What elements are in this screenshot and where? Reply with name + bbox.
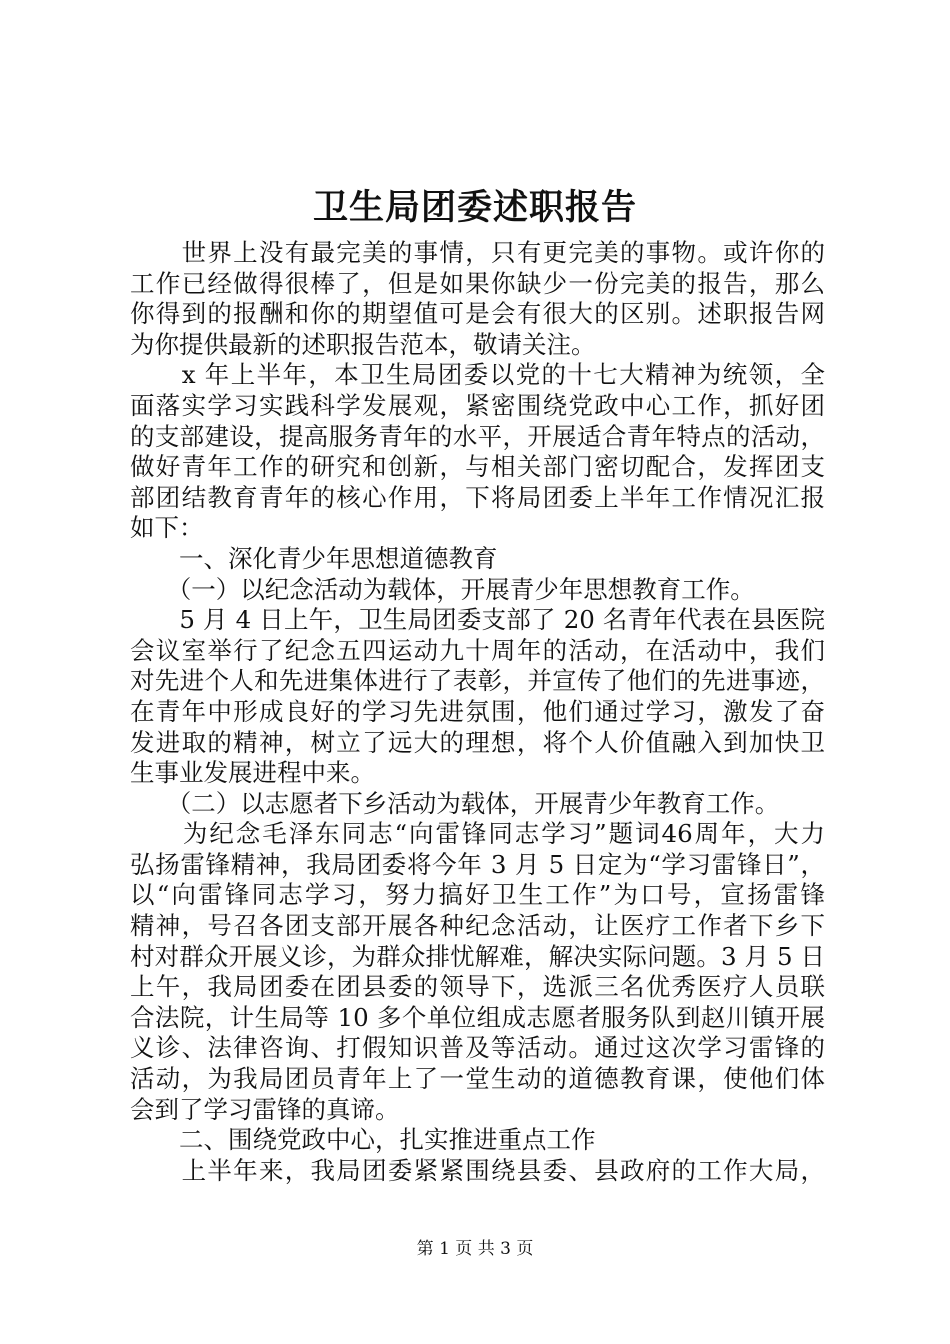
page-footer: 第 1 页 共 3 页 xyxy=(416,1239,534,1259)
text-line: 面落实学习实践科学发展观，紧密围绕党政中心工作，抓好团 xyxy=(130,390,825,420)
text-line: 对先进个人和先进集体进行了表彰，并宣传了他们的先进事迹， xyxy=(130,666,825,696)
text-line: 的支部建设，提高服务青年的水平，开展适合青年特点的活动， xyxy=(130,421,825,451)
text-line: 活动，为我局团员青年上了一堂生动的道德教育课，使他们体 xyxy=(130,1064,825,1094)
text-line: 会到了学习雷锋的真谛。 xyxy=(130,1094,400,1124)
text-line: 5 月 4 日上午，卫生局团委支部了 20 名青年代表在县医院 xyxy=(130,605,825,635)
text-line: 做好青年工作的研究和创新，与相关部门密切配合，发挥团支 xyxy=(130,452,825,482)
text-line: 村对群众开展义诊，为群众排忧解难，解决实际问题。3 月 5 日 xyxy=(130,941,825,971)
document-title: 卫生局团委述职报告 xyxy=(312,187,637,228)
text-line: 上半年来，我局团委紧紧围绕县委、县政府的工作大局， xyxy=(130,1155,825,1185)
text-line: 在青年中形成良好的学习先进氛围，他们通过学习，激发了奋 xyxy=(130,696,825,726)
text-line: 以“向雷锋同志学习，努力搞好卫生工作”为口号，宣扬雷锋 xyxy=(130,880,825,910)
text-line: 会议室举行了纪念五四运动九十周年的活动，在活动中，我们 xyxy=(130,635,825,665)
text-line: 如下： xyxy=(130,513,204,543)
text-line: 义诊、法律咨询、打假知识普及等活动。通过这次学习雷锋的 xyxy=(130,1033,825,1063)
text-line: 你得到的报酬和你的期望值可是会有很大的区别。述职报告网 xyxy=(130,299,825,329)
text-line: 部团结教育青年的核心作用，下将局团委上半年工作情况汇报 xyxy=(130,482,825,512)
text-line: x 年上半年，本卫生局团委以党的十七大精神为统领，全 xyxy=(130,360,825,390)
text-line: （一）以纪念活动为载体，开展青少年思想教育工作。 xyxy=(130,574,755,604)
text-line: 世界上没有最完美的事情，只有更完美的事物。或许你的 xyxy=(130,238,825,267)
text-line: （二）以志愿者下乡活动为载体，开展青少年教育工作。 xyxy=(130,788,780,818)
text-line: 精神，号召各团支部开展各种纪念活动，让医疗工作者下乡下 xyxy=(130,911,825,941)
text-line: 上午，我局团委在团县委的领导下，选派三名优秀医疗人员联 xyxy=(130,972,825,1002)
text-line: 为你提供最新的述职报告范本，敬请关注。 xyxy=(130,329,596,359)
document-body xyxy=(130,238,825,1186)
text-line: 为纪念毛泽东同志“向雷锋同志学习”题词46周年，大力 xyxy=(130,819,825,849)
text-line: 合法院，计生局等 10 多个单位组成志愿者服务队到赵川镇开展 xyxy=(130,1002,825,1032)
text-line: 弘扬雷锋精神，我局团委将今年 3 月 5 日定为“学习雷锋日”， xyxy=(130,849,825,879)
text-line: 二、围绕党政中心，扎实推进重点工作 xyxy=(130,1125,596,1155)
text-line: 生事业发展进程中来。 xyxy=(130,758,375,788)
text-line: 工作已经做得很棒了，但是如果你缺少一份完美的报告，那么 xyxy=(130,268,825,298)
text-line: 发进取的精神，树立了远大的理想，将个人价值融入到加快卫 xyxy=(130,727,825,757)
text-line: 一、深化青少年思想道德教育 xyxy=(130,543,498,573)
